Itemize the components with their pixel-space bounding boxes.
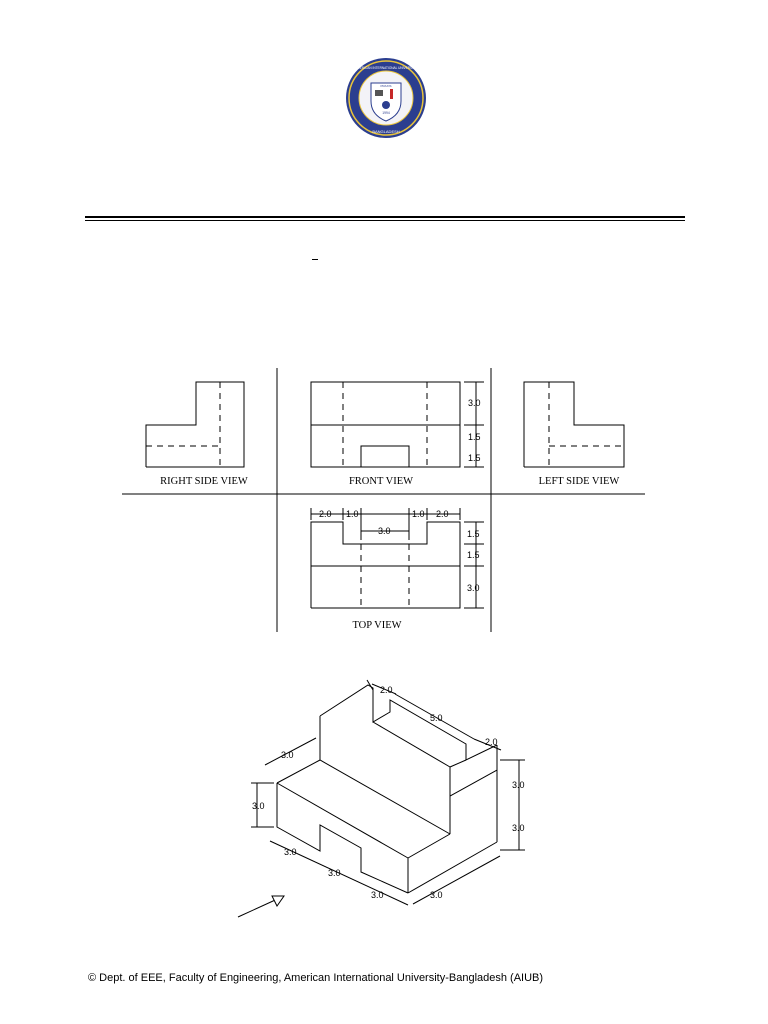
iso-dim-left-b: 3.0 (252, 801, 265, 811)
top-dim-w3: 3.0 (378, 526, 391, 536)
iso-dim-left-a: 3.0 (281, 750, 294, 760)
front-dim-2: 1.5 (468, 432, 481, 442)
iso-dim-right-b: 3.0 (512, 823, 525, 833)
top-view-label: TOP VIEW (352, 620, 402, 631)
iso-dim-right-a: 3.0 (512, 780, 525, 790)
logo-bottom-text: BANGLADESH (372, 129, 400, 134)
right-side-view-label: RIGHT SIDE VIEW (160, 476, 248, 487)
logo-year: 1994 (382, 111, 390, 115)
logo-top-text: AMERICAN INTERNATIONAL UNIVERSITY (355, 65, 418, 70)
top-dim-h3: 3.0 (467, 583, 480, 593)
iso-dim-bottom-a: 3.0 (284, 847, 297, 857)
top-dim-w2: 1.0 (346, 509, 359, 519)
iso-dim-top-b: 5.0 (430, 713, 443, 723)
front-dim-3: 1.5 (468, 453, 481, 463)
iso-dim-top-a: 2.0 (380, 685, 393, 695)
left-side-view-label: LEFT SIDE VIEW (538, 476, 620, 487)
front-view-label: FRONT VIEW (348, 476, 414, 487)
logo-motto: PRAXIS (380, 84, 392, 88)
iso-dim-bottom-c: 3.0 (371, 890, 384, 900)
iso-dim-bottom-d: 3.0 (430, 890, 443, 900)
front-dim-1: 3.0 (468, 398, 481, 408)
iso-dim-top-c: 2.0 (485, 737, 498, 747)
footer-copyright: © Dept. of EEE, Faculty of Engineering, American International University-Bangladesh (AIUB) (88, 972, 544, 984)
top-dim-w5: 2.0 (436, 509, 449, 519)
top-dim-w4: 1.0 (412, 509, 425, 519)
top-dim-h1: 1.5 (467, 529, 480, 539)
top-dim-h2: 1.5 (467, 550, 480, 560)
top-dim-w1: 2.0 (319, 509, 332, 519)
iso-dim-bottom-b: 3.0 (328, 868, 341, 878)
